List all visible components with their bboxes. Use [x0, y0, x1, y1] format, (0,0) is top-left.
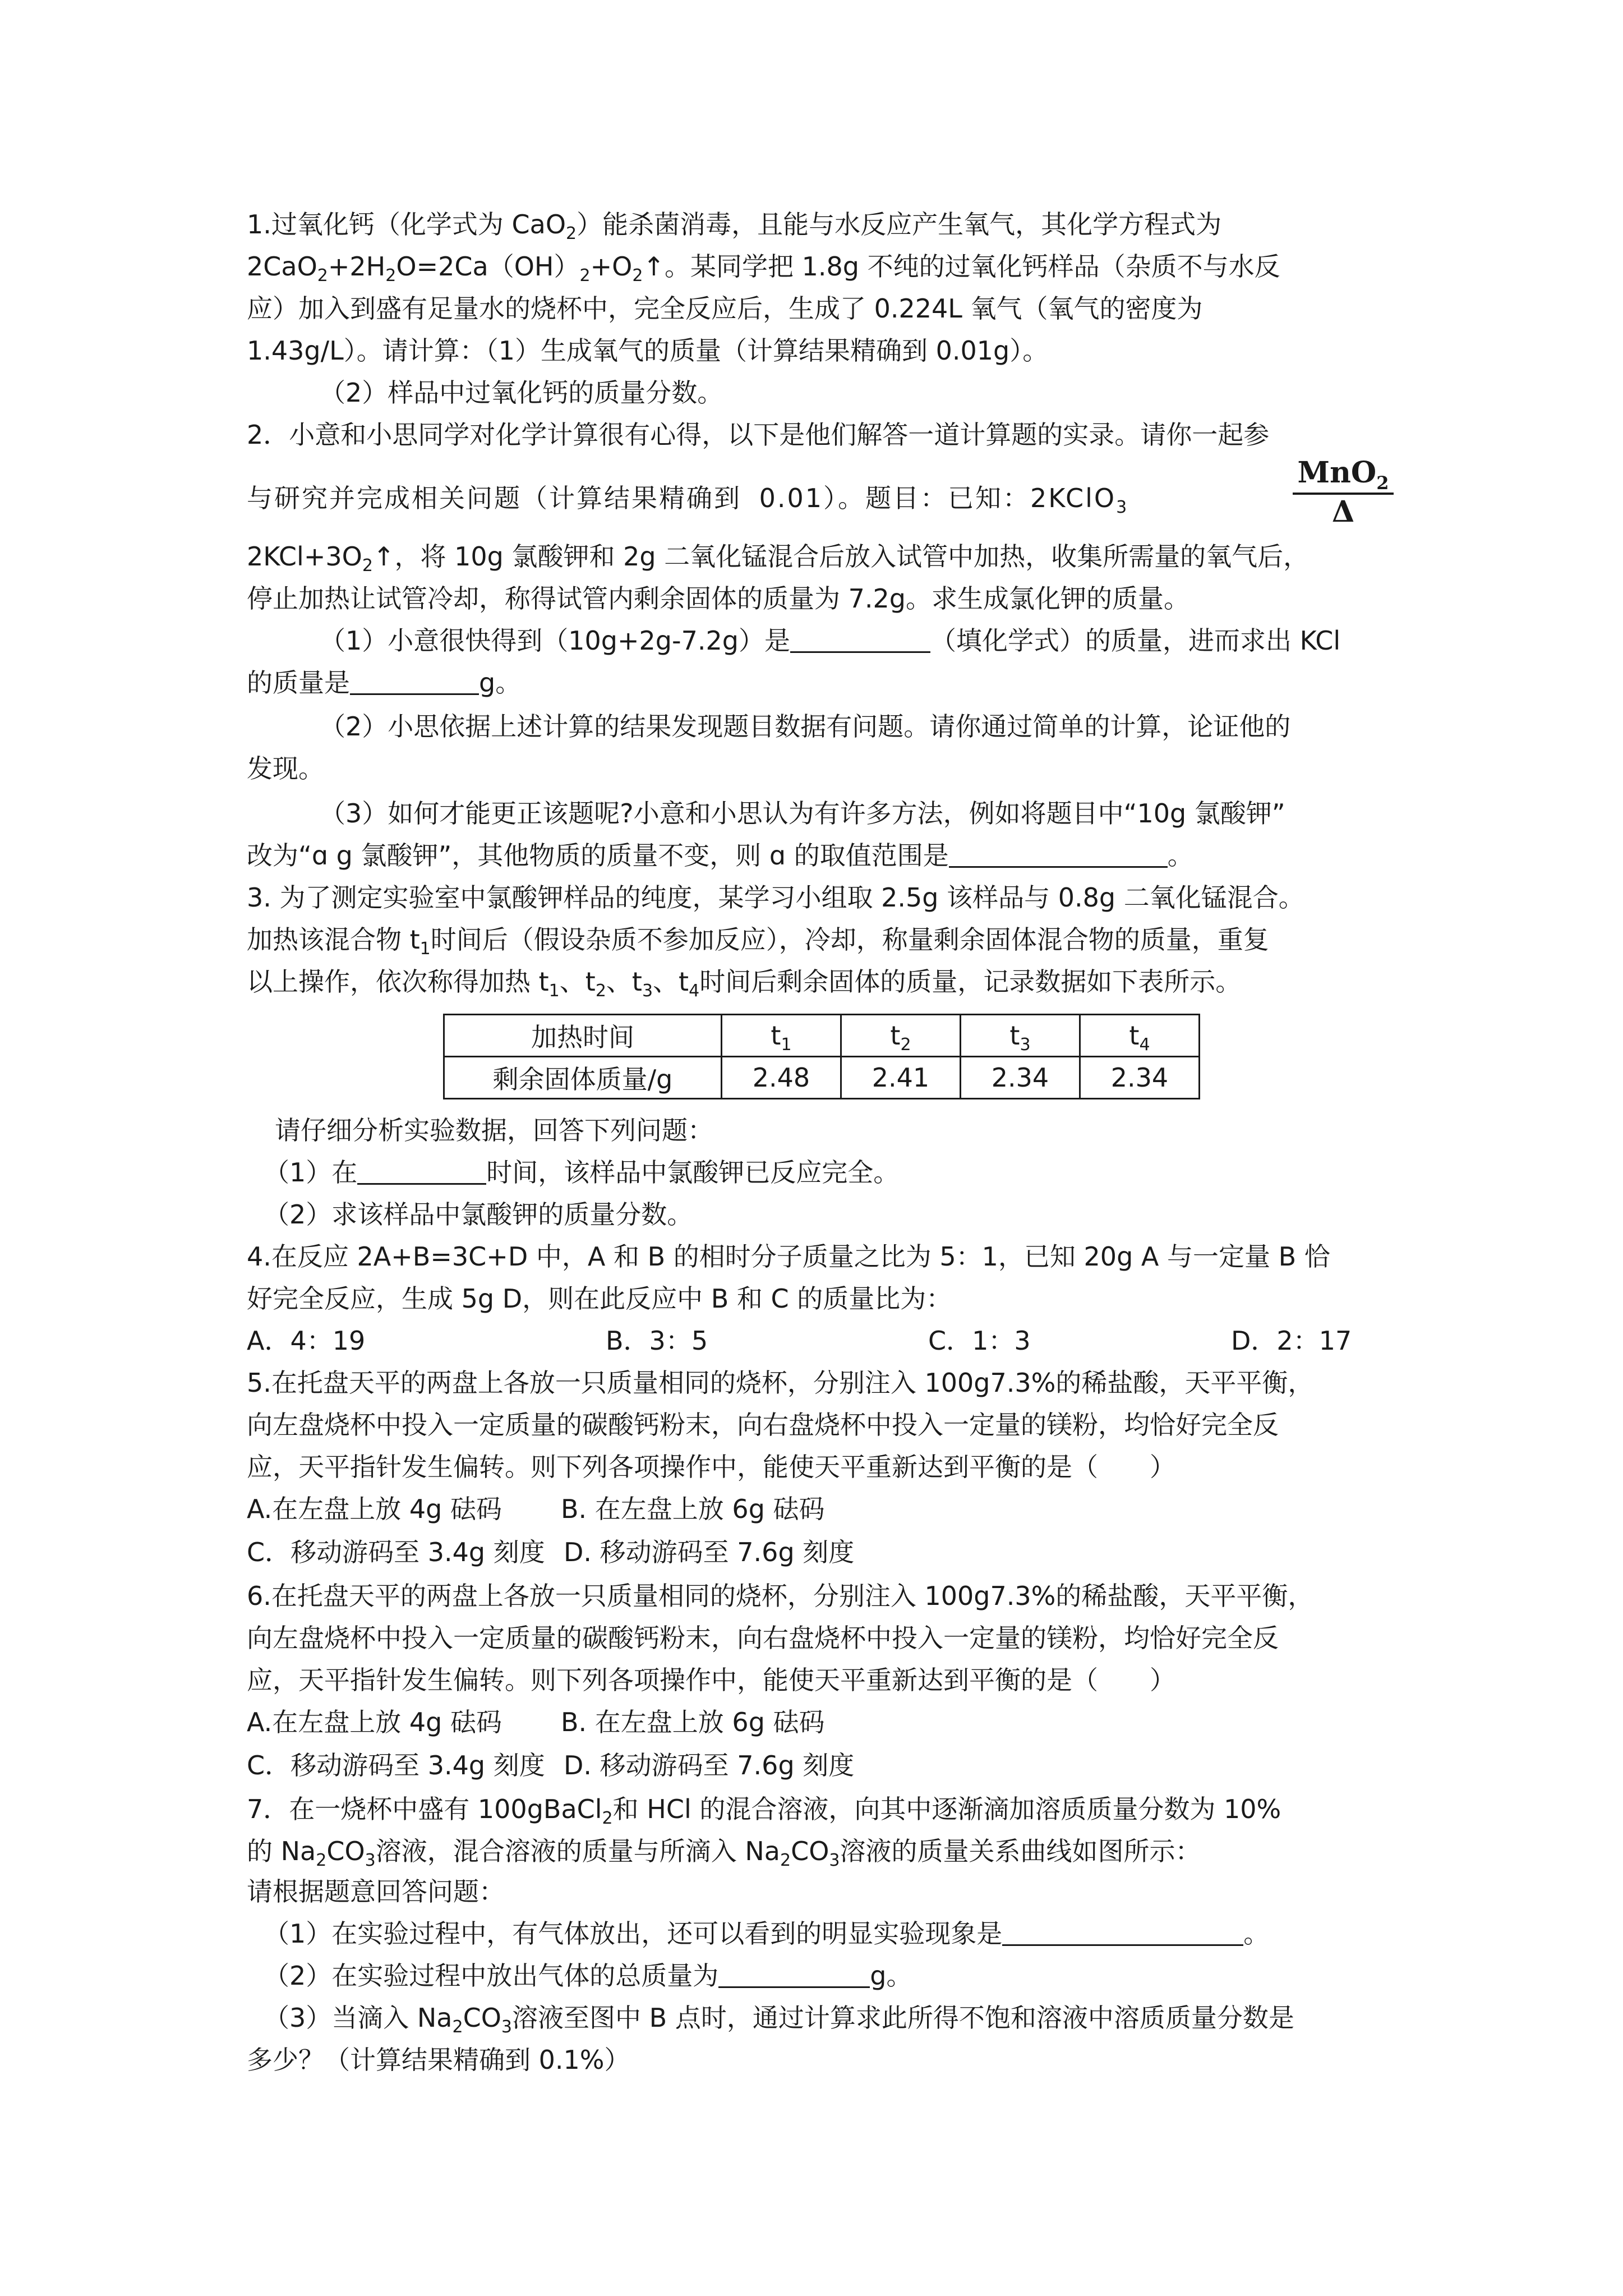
q5-option-b[interactable]: B. 在左盘上放 6g 砝码: [561, 1494, 825, 1524]
table-row: [444, 1015, 1200, 1057]
q1-line-5: （2）样品中过氧化钙的质量分数。: [320, 378, 723, 408]
answer-blank[interactable]: [1002, 1920, 1243, 1946]
q7-line-1: 7．在一烧杯中盛有 100gBaCl$_2$和 HCl 的混合溶液，向其中逐渐滴加溶质质量分数为 10%: [247, 1794, 1281, 1828]
table-row: [444, 1057, 1200, 1099]
q4-option-b[interactable]: B．3：5: [606, 1326, 708, 1356]
answer-blank[interactable]: [949, 841, 1168, 868]
table-header: 加热时间: [444, 1015, 722, 1057]
table-cell: 2.34: [961, 1057, 1080, 1099]
q6-option-b[interactable]: B. 在左盘上放 6g 砝码: [561, 1707, 825, 1737]
q7-line-2: 的 $Na_2CO_3$溶液，混合溶液的质量与所滴入 $Na_2CO_3$溶液的质量关系曲线如图所示：: [247, 1836, 1201, 1870]
q5-option-c[interactable]: C．移动游码至 3.4g 刻度: [247, 1537, 545, 1567]
q7-line-3: 请根据题意回答问题：: [247, 1876, 505, 1907]
q3-line-2: 加热该混合物 $t_1$时间后（假设杂质不参加反应），冷却，称量剩余固体混合物的质量，重复: [247, 924, 1269, 959]
q6-option-d[interactable]: D. 移动游码至 7.6g 刻度: [564, 1750, 855, 1780]
q5-option-a[interactable]: A.在左盘上放 4g 砝码: [247, 1494, 502, 1524]
q2-sub-1-cont: 的质量是 g。: [247, 668, 522, 698]
q7-sub-3: （3）当滴入 $Na_2CO_3$溶液至图中 B 点时，通过计算求此所得不饱和溶液中溶质质量分数是: [264, 2003, 1294, 2037]
table-header: $t_3$: [961, 1015, 1080, 1057]
table-header: $t_1$: [722, 1015, 841, 1057]
q4-option-d[interactable]: D．2：17: [1231, 1326, 1352, 1356]
q5-line-3: 应，天平指针发生偏转。则下列各项操作中，能使天平重新达到平衡的是（ ）: [247, 1452, 1175, 1482]
q2-sub-2: （2）小思依据上述计算的结果发现题目数据有问题。请你通过简单的计算，论证他的: [320, 711, 1291, 742]
q6-line-2: 向左盘烧杯中投入一定质量的碳酸钙粉末，向右盘烧杯中投入一定量的镁粉，均恰好完全反: [247, 1623, 1279, 1653]
q2-sub-3: （3）如何才能更正该题呢?小意和小思认为有许多方法，例如将题目中“10g 氯酸钾”: [320, 798, 1285, 829]
q2-line-3: $2KCl+3O_2↑$，将 10g 氯酸钾和 2g 二氧化锰混合后放入试管中加热，收集所需量的氧气后，: [247, 541, 1310, 576]
answer-blank[interactable]: [357, 1158, 486, 1185]
catalyst-fraction: [1293, 455, 1394, 530]
answer-blank[interactable]: [718, 1962, 870, 1988]
q1-line-3: 应）加入到盛有足量水的烧杯中，完全反应后，生成了 0.224L 氧气（氧气的密度为: [247, 293, 1203, 324]
q4-line-2: 好完全反应，生成 5g D，则在此反应中 B 和 C 的质量比为：: [247, 1283, 952, 1314]
q2-line-4: 停止加热让试管冷却，称得试管内剩余固体的质量为 7.2g。求生成氯化钾的质量。: [247, 583, 1189, 614]
q1-line-1: 1.过氧化钙（化学式为 CaO$_2$）能杀菌消毒，且能与水反应产生氧气，其化学方程式为: [247, 209, 1222, 243]
q7-sub-1: （1）在实验过程中，有气体放出，还可以看到的明显实验现象是 。: [264, 1918, 1270, 1949]
q2-sub-1: （1）小意很快得到（10g+2g-7.2g）是 （填化学式）的质量，进而求出 KCl: [320, 625, 1341, 656]
q6-option-a[interactable]: A.在左盘上放 4g 砝码: [247, 1707, 502, 1737]
q4-line-1: 4.在反应 2A+B=3C+D 中，A 和 B 的相时分子质量之比为 5：1，已知 20g A 与一定量 B 恰: [247, 1241, 1330, 1272]
q6-line-1: 6.在托盘天平的两盘上各放一只质量相同的烧杯，分别注入 100g7.3%的稀盐酸，天平平衡，: [247, 1581, 1314, 1611]
table-cell: 2.41: [841, 1057, 961, 1099]
table-cell: 2.34: [1080, 1057, 1200, 1099]
table-cell: 2.48: [722, 1057, 841, 1099]
q1-line-2: $2CaO_2+2H_2O=2Ca(OH)_2+O_2↑$。某同学把 1.8g 不纯的过氧化钙样品（杂质不与水反: [247, 251, 1280, 286]
q3-line-1: 3. 为了测定实验室中氯酸钾样品的纯度，某学习小组取 2.5g 该样品与 0.8g 二氧化锰混合。: [247, 882, 1304, 913]
q3-line-3: 以上操作，依次称得加热 $t_1$、$t_2$、$t_3$、$t_4$时间后剩余固体的质量，记录数据如下表所示。: [247, 967, 1242, 1001]
q5-line-1: 5.在托盘天平的两盘上各放一只质量相同的烧杯，分别注入 100g7.3%的稀盐酸，天平平衡，: [247, 1368, 1314, 1398]
q6-option-c[interactable]: C．移动游码至 3.4g 刻度: [247, 1750, 545, 1780]
q4-option-c[interactable]: C．1：3: [928, 1326, 1031, 1356]
catalyst-label: MnO$_2$: [1293, 455, 1394, 495]
q7-sub-2: （2）在实验过程中放出气体的总质量为 g。: [264, 1961, 912, 1991]
q7-sub-3-cont: 多少？（计算结果精确到 0.1%）: [247, 2045, 630, 2075]
q5-line-2: 向左盘烧杯中投入一定质量的碳酸钙粉末，向右盘烧杯中投入一定量的镁粉，均恰好完全反: [247, 1410, 1279, 1440]
q2-line-2: 与研究并完成相关问题（计算结果精确到 0.01）。题目：已知：2KClO$_3$: [247, 483, 1129, 517]
q6-line-3: 应，天平指针发生偏转。则下列各项操作中，能使天平重新达到平衡的是（ ）: [247, 1665, 1175, 1695]
table-header: $t_4$: [1080, 1015, 1200, 1057]
q5-option-d[interactable]: D. 移动游码至 7.6g 刻度: [564, 1537, 855, 1567]
table-header: $t_2$: [841, 1015, 961, 1057]
q2-sub-2-cont: 发现。: [247, 753, 324, 784]
q3-prompt: 请仔细分析实验数据，回答下列问题：: [275, 1115, 713, 1145]
q3-sub-1: （1）在 时间，该样品中氯酸钾已反应完全。: [264, 1157, 900, 1188]
answer-blank[interactable]: [790, 627, 930, 653]
data-table: [443, 1014, 1200, 1099]
q2-line-1: 2．小意和小思同学对化学计算很有心得，以下是他们解答一道计算题的实录。请你一起参: [247, 420, 1270, 450]
answer-blank[interactable]: [350, 669, 479, 695]
q1-line-4: 1.43g/L）。请计算：（1）生成氧气的质量（计算结果精确到 0.01g）。: [247, 335, 1049, 366]
q2-sub-3-cont: 改为“ɑ g 氯酸钾”，其他物质的质量不变，则 ɑ 的取值范围是 。: [247, 840, 1193, 871]
q3-sub-2: （2）求该样品中氯酸钾的质量分数。: [264, 1199, 693, 1230]
heat-symbol: Δ: [1331, 495, 1355, 529]
table-row-label: 剩余固体质量/g: [444, 1057, 722, 1099]
q4-option-a[interactable]: A．4：19: [247, 1326, 366, 1356]
